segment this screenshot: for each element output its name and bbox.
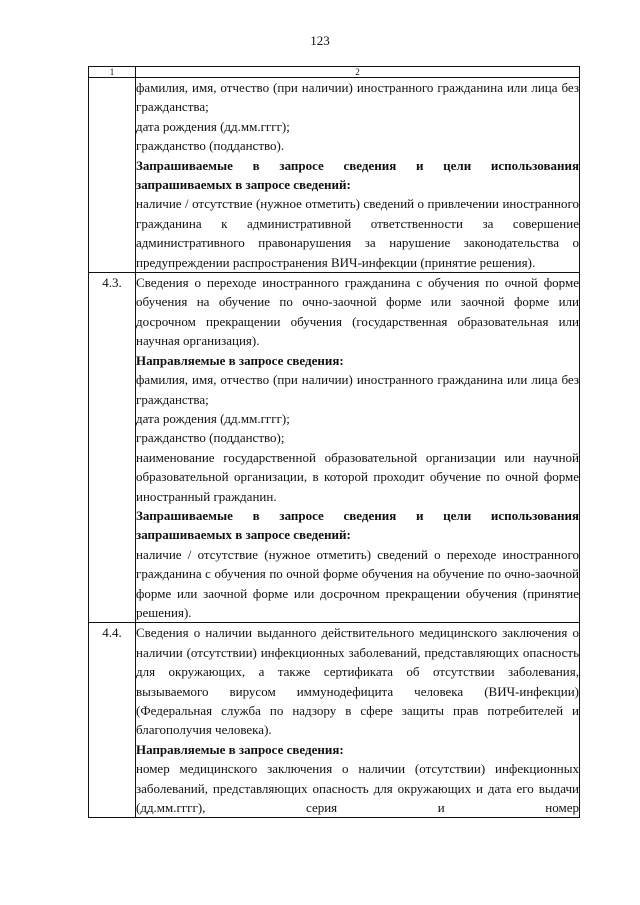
section-heading: Направляемые в запросе сведения:: [136, 352, 344, 368]
table-header-row: [89, 67, 580, 78]
paragraph: дата рождения (дд.мм.гггг);: [136, 118, 290, 134]
item-content: [136, 78, 580, 273]
paragraph: наличие / отсутствие (нужное отметить) сведений о привлечении иностранного гражданина к административной ответственности за совершение административного правонарушения за нарушение законодательства о предупреждении распространения ВИЧ-инфекции (принятие решения).: [136, 196, 579, 270]
paragraph: дата рождения (дд.мм.гггг);: [136, 410, 290, 426]
item-number: 4.3.: [89, 273, 136, 623]
paragraph: Сведения о наличии выданного действительного медицинского заключения о наличии (отсутствии) инфекционных заболеваний, представляющих опасность для окружающих, а также сертификата об отсутствии заболевания, вызываемого вирусом иммунодефицита человека (ВИЧ-инфекции) (Федеральная служба по надзору в сфере защиты прав потребителей и благополучия человека).: [136, 625, 579, 738]
requests-table: [88, 66, 580, 818]
table-row: [89, 78, 580, 273]
section-heading: Направляемые в запросе сведения:: [136, 741, 344, 757]
table-body: [89, 78, 580, 818]
paragraph: наличие / отсутствие (нужное отметить) сведений о переходе иностранного гражданина с обучения по очной форме обучения на обучение по очно-заочной форме или заочной форме или досрочном прекращении обучения (принятие решения).: [136, 546, 579, 620]
item-content: [136, 273, 580, 623]
paragraph: фамилия, имя, отчество (при наличии) иностранного гражданина или лица без гражданства;: [136, 372, 579, 407]
section-heading: Запрашиваемые в запросе сведения и цели использования запрашиваемых в запросе сведений:: [136, 157, 579, 193]
column-header-2: 2: [136, 67, 580, 78]
paragraph: Сведения о переходе иностранного гражданина с обучения по очной форме обучения на обучение по очно-заочной форме или заочной форме или досрочном прекращении обучения (государственная образовательная или научная организация).: [136, 275, 579, 349]
paragraph: фамилия, имя, отчество (при наличии) иностранного гражданина или лица без гражданства;: [136, 80, 579, 115]
paragraph: номер медицинского заключения о наличии (отсутствии) инфекционных заболеваний, представляющих опасность для окружающих и дата его выдачи (дд.мм.гггг), серия и номер: [136, 761, 579, 816]
page-number: 123: [310, 33, 330, 48]
paragraph: гражданство (подданство).: [136, 138, 285, 154]
item-content: [136, 623, 580, 818]
item-number: 4.4.: [89, 623, 136, 818]
column-header-1: 1: [89, 67, 136, 78]
paragraph: гражданство (подданство);: [136, 430, 285, 446]
table-row: [89, 623, 580, 818]
table-row: [89, 273, 580, 623]
section-heading: Запрашиваемые в запросе сведения и цели использования запрашиваемых в запросе сведений:: [136, 507, 579, 543]
item-number: [89, 78, 136, 273]
paragraph: наименование государственной образовательной организации или научной образовательной организации, в которой проходит обучение по очной форме иностранный гражданин.: [136, 449, 579, 504]
